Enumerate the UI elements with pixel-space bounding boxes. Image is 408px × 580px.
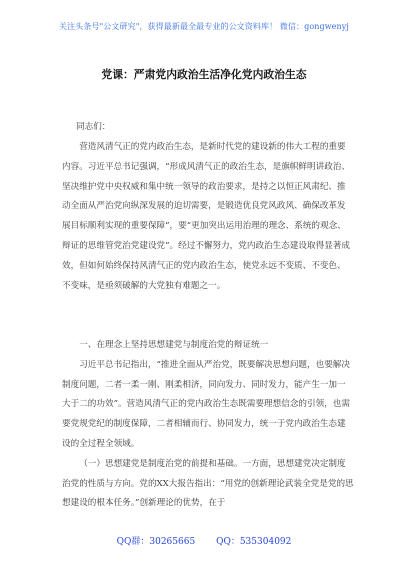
document-title: 党课：严肃党内政治生活净化党内政治生态 [101,68,307,81]
section-heading: 一、在理念上坚持思想建党与制度治党的辩证统一 [79,340,269,350]
body-section-1 [62,138,354,296]
body-section-2 [62,336,354,514]
promo-banner: 关注头条号"公文研究"，获得最新最全最专业的公文资料库！ 微信：gongwenyj [59,22,349,31]
qq-number: QQ：535304092 [216,537,292,547]
paragraph-subsection: （一）思想建党是制度治党的前提和基础。一方面，思想建党决定制度治党的性质与方向。党的XX大报告指出：“用党的创新理论武装全党是党的思想建设的根本任务。”创新理论的优势，在于 [62,458,354,509]
paragraph-quote: 习近平总书记指出，“推进全面从严治党，既要解决思想问题，也要解决制度问题，二者一柔一刚、刚柔相济，同向发力、同时发力，能产生一加一大于二的功效”。营造风清气正的党内政治生态既需要理想信念的引领，也需要党规党纪的制度保障，二者相辅而行、协同发力，统一于党内政治生态建设的全过程全领域。 [62,359,350,449]
salutation: 同志们： [76,122,111,132]
qq-group-number: QQ群：30265665 [116,537,196,547]
contact-footer [0,534,408,547]
paragraph-intro: 营造风清气正的党内政治生态，是新时代党的建设新的伟大工程的重要内容。习近平总书记强调，“形成风清气正的政治生态，是旗帜鲜明讲政治、坚决维护党中央权威和集中统一领导的政治要求，是持之以恒正风肃纪、推动全面从严治党向纵深发展的迫切需要，是锻造优良党风政风、确保改革发展目标顺利实现的重要保障”，要“更加突出运用治理的理念、系统的观念、辩证的思维管党治党建设党”。经过不懈努力，党内政治生态建设取得显著成效，但如何始终保持风清气正的党内政治生态，使党永远不变质、不变色、不变味，是亟须破解的大党独有难题之一。 [62,142,350,291]
